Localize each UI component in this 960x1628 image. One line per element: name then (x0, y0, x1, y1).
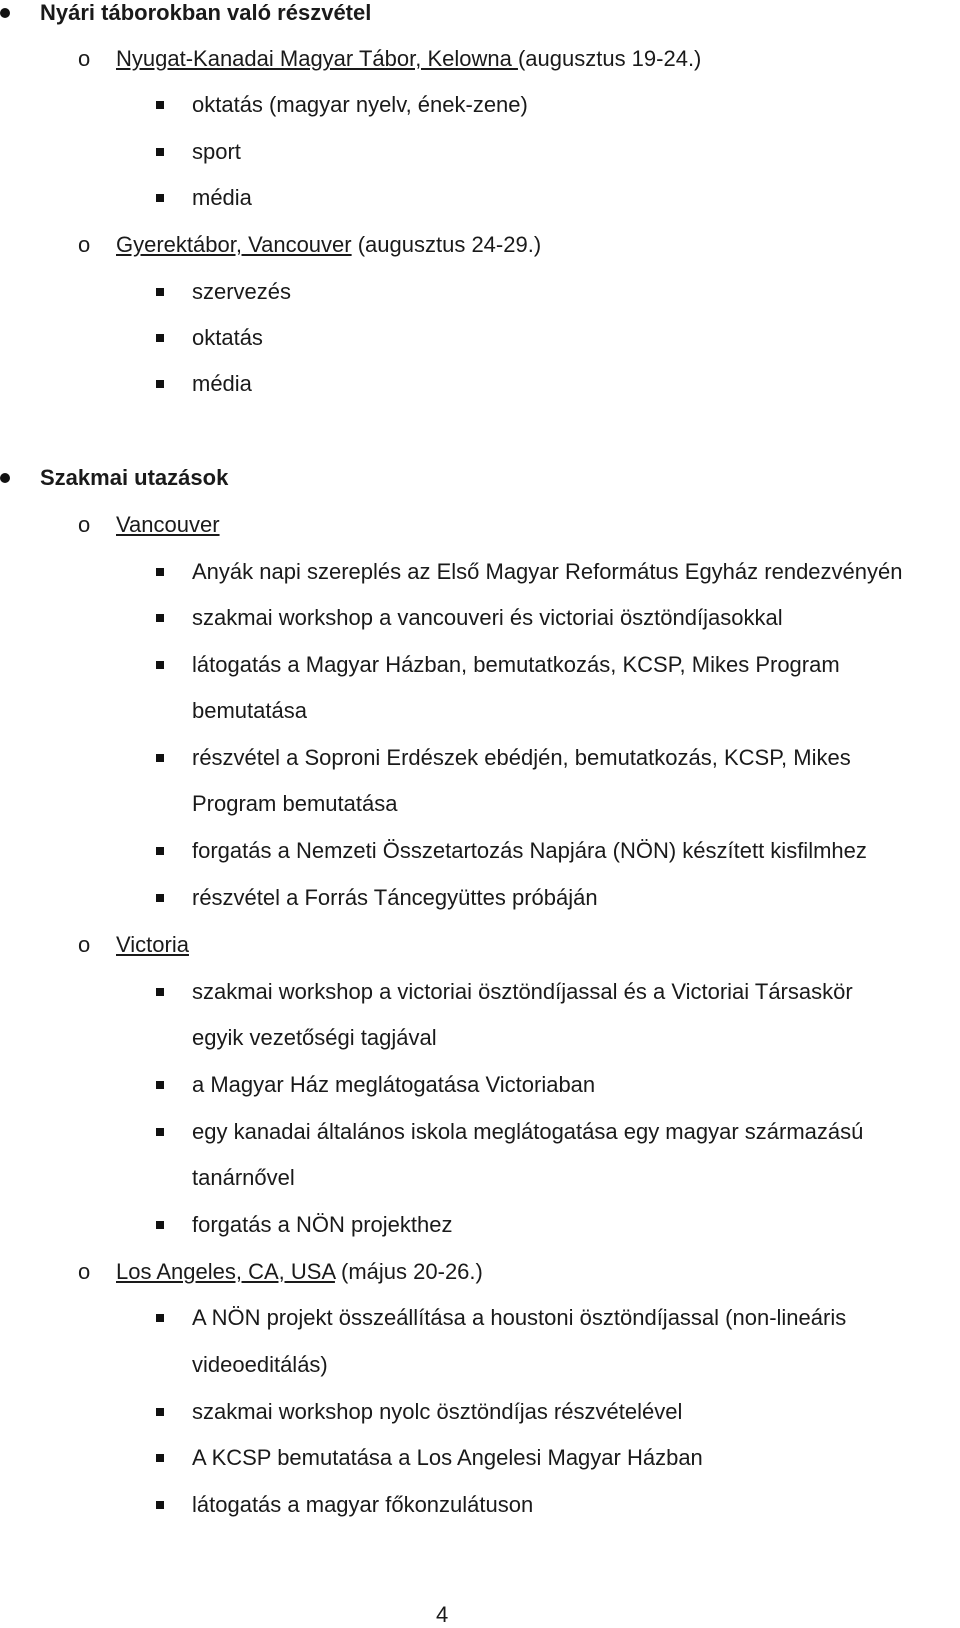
square-bullet-icon (156, 568, 164, 576)
square-bullet-icon (156, 614, 164, 622)
circle-bullet-icon: o (78, 232, 91, 257)
square-bullet-icon (156, 847, 164, 855)
list-item-continuation: bemutatása (192, 698, 307, 723)
square-bullet-icon (156, 1314, 164, 1322)
square-bullet-icon (156, 1128, 164, 1136)
square-bullet-icon (156, 288, 164, 296)
square-bullet-icon (156, 1408, 164, 1416)
square-bullet-icon (156, 1501, 164, 1509)
square-bullet-icon (156, 754, 164, 762)
square-bullet-icon (156, 661, 164, 669)
square-bullet-icon (156, 988, 164, 996)
link-vancouver[interactable]: Vancouver (116, 512, 220, 537)
link-kelowna[interactable]: Nyugat-Kanadai Magyar Tábor, Kelowna (116, 46, 518, 71)
date-losangeles: (május 20-26.) (334, 1259, 483, 1284)
list-item-continuation: tanárnővel (192, 1165, 295, 1190)
link-victoria[interactable]: Victoria (116, 932, 189, 957)
square-bullet-icon (156, 1454, 164, 1462)
circle-bullet-icon: o (78, 1259, 91, 1284)
page-number: 4 (436, 1602, 449, 1627)
square-bullet-icon (156, 194, 164, 202)
date-kelowna: (augusztus 19-24.) (517, 46, 702, 71)
date-gyerektabor: (augusztus 24-29.) (351, 232, 542, 257)
circle-bullet-icon: o (78, 512, 91, 537)
square-bullet-icon (156, 148, 164, 156)
bullet-icon (0, 8, 10, 18)
circle-bullet-icon: o (78, 46, 91, 71)
link-gyerektabor[interactable]: Gyerektábor, Vancouver (116, 232, 352, 257)
square-bullet-icon (156, 380, 164, 388)
list-item-continuation: egyik vezetőségi tagjával (192, 1025, 437, 1050)
square-bullet-icon (156, 894, 164, 902)
circle-bullet-icon: o (78, 932, 91, 957)
link-losangeles[interactable]: Los Angeles, CA, USA (116, 1259, 335, 1284)
square-bullet-icon (156, 101, 164, 109)
list-item-continuation: videoeditálás) (192, 1352, 328, 1377)
list-item-continuation: Program bemutatása (192, 791, 398, 816)
square-bullet-icon (156, 334, 164, 342)
square-bullet-icon (156, 1221, 164, 1229)
bullet-icon (0, 473, 10, 483)
square-bullet-icon (156, 1081, 164, 1089)
